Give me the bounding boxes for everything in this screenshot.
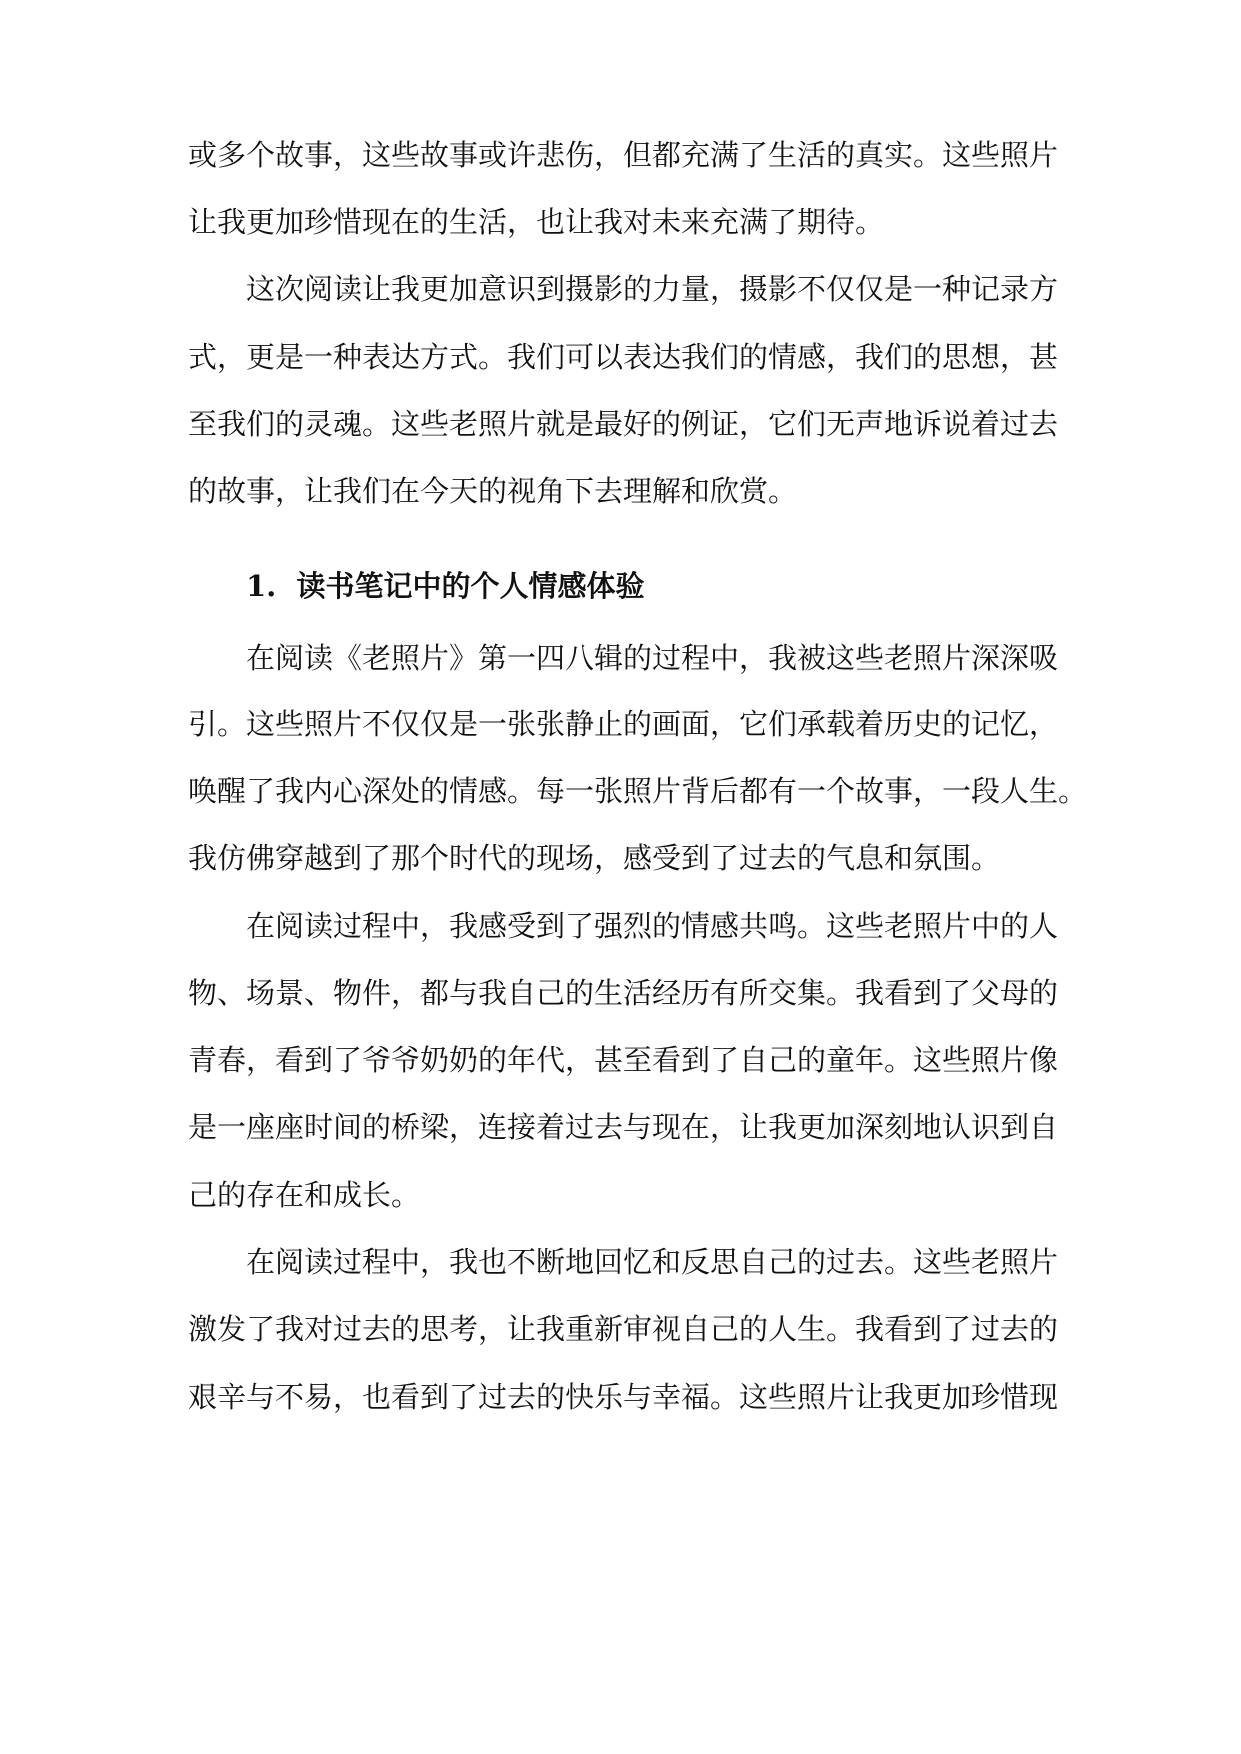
paragraph-4-line-1: 在阅读过程中，我感受到了强烈的情感共鸣。这些老照片中的人 [246, 909, 1059, 943]
paragraph-3-line-1: 在阅读《老照片》第一四八辑的过程中，我被这些老照片深深吸 [246, 641, 1059, 675]
paragraph-5-line-3: 艰辛与不易，也看到了过去的快乐与幸福。这些照片让我更加珍惜现 [188, 1380, 1059, 1414]
paragraph-4-line-4: 是一座座时间的桥梁，连接着过去与现在，让我更加深刻地认识到自 [188, 1110, 1059, 1144]
paragraph-2-line-1: 这次阅读让我更加意识到摄影的力量，摄影不仅仅是一种记录方 [246, 272, 1059, 306]
paragraph-4-line-3: 青春，看到了爷爷奶奶的年代，甚至看到了自己的童年。这些照片像 [188, 1043, 1059, 1077]
paragraph-1-line-2: 让我更加珍惜现在的生活，也让我对未来充满了期待。 [188, 205, 885, 239]
paragraph-3-line-2: 引。这些照片不仅仅是一张张静止的画面，它们承载着历史的记忆， [188, 707, 1059, 741]
paragraph-5-line-2: 激发了我对过去的思考，让我重新审视自己的人生。我看到了过去的 [188, 1312, 1059, 1346]
section-heading-title: 读书笔记中的个人情感体验 [296, 569, 645, 603]
paragraph-2-line-4: 的故事，让我们在今天的视角下去理解和欣赏。 [188, 474, 798, 508]
paragraph-5-line-1: 在阅读过程中，我也不断地回忆和反思自己的过去。这些老照片 [246, 1245, 1059, 1279]
paragraph-2-line-2: 式，更是一种表达方式。我们可以表达我们的情感，我们的思想，甚 [188, 340, 1059, 374]
paragraph-2-line-3: 至我们的灵魂。这些老照片就是最好的例证，它们无声地诉说着过去 [188, 407, 1059, 441]
section-heading [246, 568, 645, 604]
paragraph-1-line-1: 或多个故事，这些故事或许悲伤，但都充满了生活的真实。这些照片 [188, 138, 1059, 172]
paragraph-4-line-2: 物、场景、物件，都与我自己的生活经历有所交集。我看到了父母的 [188, 976, 1059, 1010]
section-heading-number: 1. [246, 569, 277, 603]
paragraph-3-line-4: 我仿佛穿越到了那个时代的现场，感受到了过去的气息和氛围。 [188, 841, 1001, 875]
paragraph-3-line-3: 唤醒了我内心深处的情感。每一张照片背后都有一个故事，一段人生。 [188, 774, 1088, 808]
paragraph-4-line-5: 己的存在和成长。 [188, 1178, 421, 1212]
